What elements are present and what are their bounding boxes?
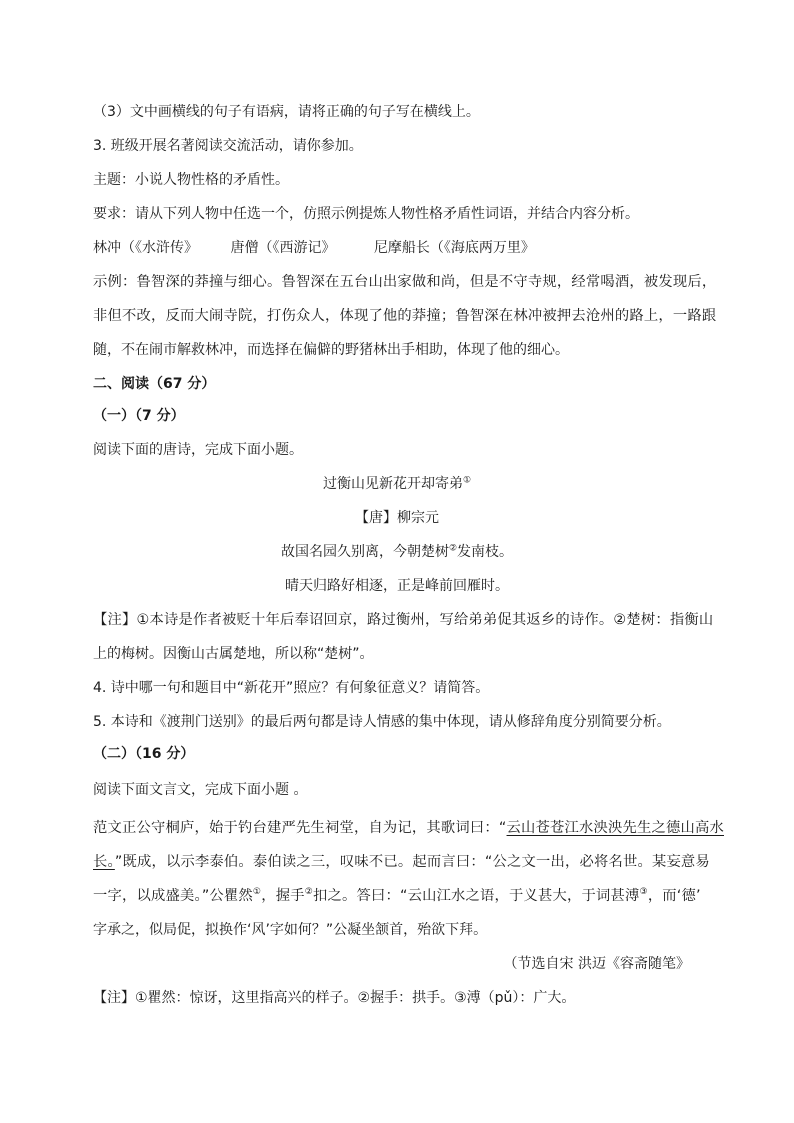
requirement-line: 要求：请从下列人物中任选一个，仿照示例提炼人物性格矛盾性词语，并结合内容分析。 (93, 206, 639, 222)
passage-line-3 (93, 886, 701, 906)
question-3: 3. 班级开展名著阅读交流活动，请你参加。 (93, 138, 363, 154)
question-4: 4. 诗中哪一句和题目中“新花开”照应？有何象征意义？请简答。 (93, 680, 490, 696)
poem-title-text: 过衡山见新花开却寄弟 (322, 476, 463, 492)
example-line-2: 非但不改，反而大闹寺院，打伤众人，体现了他的莽撞；鲁智深在林冲被押去沧州的路上，一路跟 (93, 308, 717, 324)
passage-line-1-part-a: 范文正公守桐庐，始于钓台建严先生祠堂，自为记，其歌词曰：“ (93, 820, 507, 836)
passage-line-3-part-a: 一字，以成盛美。”公瞿然 (93, 888, 253, 904)
person-option-tangseng: 唐僧（《西游记》 (230, 240, 336, 256)
passage-line-4: 字承之，似局促，拟换作‘风’字如何？”公凝坐颔首，殆欲下拜。 (93, 922, 488, 938)
part-2-instruction: 阅读下面文言文，完成下面小题 。 (93, 782, 308, 798)
passage-line-2-part-b: ”既成，以示李泰伯。泰伯读之三，叹味不已。起而言曰：“公之文一出，必将名世。某妄意易 (114, 854, 710, 870)
passage-line-3-part-b: ，握手 (261, 888, 305, 904)
part-1-heading: （一）（7 分） (93, 408, 185, 424)
poem-line-1-part-b: 发南枝。 (457, 544, 514, 560)
example-line-1: 示例：鲁智深的莽撞与细心。鲁智深在五台山出家做和尚，但是不守寺规，经常喝酒，被发现后， (93, 274, 717, 290)
passage-line-3-part-c: 扣之。答曰：“云山江水之语，于义甚大，于词甚溥 (312, 888, 640, 904)
passage-line-3-part-d: ，而‘德’ (647, 888, 701, 904)
poem-author: 【唐】柳宗元 (355, 510, 439, 526)
question-5: 5. 本诗和《渡荆门送别》的最后两句都是诗人情感的集中体现，请从修辞角度分别简要分析。 (93, 714, 671, 730)
footnote-marker: ② (304, 887, 313, 898)
poem-note-line-1: 【注】①本诗是作者被贬十年后奉诏回京，路过衡州，写给弟弟促其返乡的诗作。②楚树：指衡山 (93, 612, 714, 628)
poem-line-2: 晴天归路好相逐，正是峰前回雁时。 (285, 578, 509, 594)
part-1-instruction: 阅读下面的唐诗，完成下面小题。 (93, 442, 303, 458)
footnote-marker: ② (448, 543, 458, 554)
underlined-sentence-part-1: 云山苍苍江水泱泱先生之德山高水 (506, 820, 724, 836)
poem-note-line-2: 上的梅树。因衡山古属楚地，所以称“楚树”。 (93, 646, 374, 662)
person-option-linchong: 林冲（《水浒传》 (93, 240, 198, 256)
footnote-marker: ① (252, 887, 262, 898)
poem-title (0, 474, 794, 494)
footnote-marker: ③ (639, 887, 648, 898)
passage-line-1 (93, 818, 724, 838)
passage-notes: 【注】①瞿然：惊讶，这里指高兴的样子。②握手：拱手。③溥（pǔ）：广大。 (93, 990, 576, 1006)
underlined-sentence-part-2: 长。 (93, 854, 115, 870)
passage-source: （节选自宋 洪迈《容斋随笔》 (503, 956, 690, 972)
poem-line-1-part-a: 故国名园久别离，今朝楚树 (280, 544, 449, 560)
person-options (93, 238, 535, 258)
footnote-marker: ① (462, 475, 472, 486)
poem-line-1 (0, 542, 794, 562)
example-line-3: 随，不在闹市解救林冲，而选择在偏僻的野猪林出手相助，体现了他的细心。 (93, 342, 569, 358)
person-option-nemo: 尼摩船长（《海底两万里》 (373, 240, 535, 256)
section-2-heading: 二、阅读（67 分） (93, 376, 216, 392)
theme-line: 主题：小说人物性格的矛盾性。 (93, 172, 289, 188)
passage-line-2 (93, 852, 710, 872)
question-3-sub-3: （3）文中画横线的句子有语病，请将正确的句子写在横线上。 (93, 104, 480, 120)
part-2-heading: （二）（16 分） (93, 746, 195, 762)
